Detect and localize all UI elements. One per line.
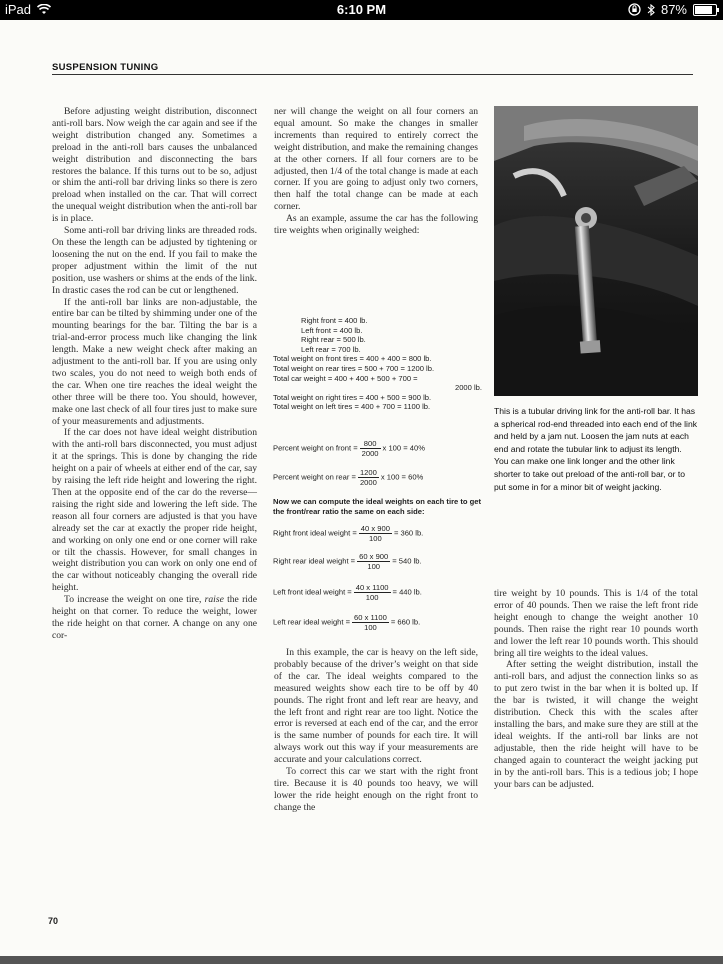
paragraph: In this example, the car is heavy on the left side, probably because of the driver’s weight on that side of the car. The ideal weights compared to the measured weights show each tire to be off by 40 pounds. The right front and left rear are heavy, and the left front and right rear are too light. Notice the error is reversed at each end of the car, and the error is the same number of pounds for each tire. It will always work out this way if your measurements are accurate and your calculations correct. bbox=[274, 647, 478, 766]
fraction bbox=[359, 524, 392, 543]
emphasis-text: raise bbox=[204, 594, 224, 606]
text-run: the ride height on that corner. To reduce the weight, lower the ride height on that corner. A change on any one cor- bbox=[52, 594, 257, 641]
formula-label: Right front ideal weight = bbox=[273, 528, 357, 538]
paragraph: As an example, assume the car has the following tire weights when originally weighed: bbox=[274, 213, 478, 237]
tire-weights-list bbox=[273, 316, 488, 412]
fraction bbox=[357, 552, 390, 571]
paragraph: After setting the weight distribution, install the anti-roll bars, and adjust the connection links so as to put zero twist in the bar when it is bolted up. If the bar is twisted, it will change the weight distribution. Check this with the scales after installing the bars, and make sure they are still at the ideal weights. If the anti-roll bar links are not adjustable, then the ride height will have to be changed again to counteract the weight jacking put in by the anti-roll bars. This is a tedious job; I hope your bars can be adjusted. bbox=[494, 659, 698, 790]
fraction bbox=[360, 439, 381, 458]
numerator: 1200 bbox=[359, 468, 377, 477]
denominator: 2000 bbox=[359, 478, 377, 487]
formula-label: Left front ideal weight = bbox=[273, 587, 352, 597]
status-time: 6:10 PM bbox=[336, 2, 387, 17]
formula-result: = 360 lb. bbox=[393, 528, 424, 538]
formula-result: x 100 = 40% bbox=[382, 443, 425, 453]
page-number: 70 bbox=[48, 916, 59, 926]
section-header: SUSPENSION TUNING bbox=[52, 62, 159, 73]
column-1 bbox=[52, 106, 257, 642]
total-line: Total weight on left tires = 400 + 700 = 1100 lb. bbox=[273, 402, 431, 412]
header-rule bbox=[52, 74, 693, 75]
paragraph: tire weight by 10 pounds. This is 1/4 of the total error of 40 pounds. Then we raise the left front ride height enough to change the weight another 10 pounds. Then raise the right rear 10 pounds worth and lower the left rear 10 pounds worth. This should bring all tire weights to the ideal values. bbox=[494, 588, 698, 659]
ideal-formula bbox=[273, 613, 420, 632]
paragraph: Some anti-roll bar driving links are threaded rods. On these the length can be adjusted by tightening or loosening the nut on the end. If you fail to make the proper adjustment within the limit of the nut position, use washers or shims at the ends of the link. In drastic cases the rod can be cut or lengthened. bbox=[52, 225, 257, 296]
bluetooth-icon bbox=[647, 4, 655, 16]
bottom-bar bbox=[0, 956, 723, 964]
denominator: 2000 bbox=[361, 449, 379, 458]
ideal-formula bbox=[273, 583, 422, 602]
numerator: 800 bbox=[360, 439, 381, 449]
battery-level bbox=[695, 6, 712, 14]
text-run: To increase the weight on one tire, bbox=[64, 594, 205, 606]
denominator: 100 bbox=[367, 562, 381, 571]
tire-weight: Left rear = 700 lb. bbox=[301, 344, 361, 354]
driving-link-photo bbox=[494, 106, 698, 396]
status-right bbox=[628, 2, 717, 17]
formula-label: Percent weight on front = bbox=[273, 443, 358, 453]
total-line: Total weight on rear tires = 500 + 700 = 1200 lb. bbox=[273, 363, 435, 373]
paragraph bbox=[52, 594, 257, 642]
ideal-formula bbox=[273, 552, 422, 571]
formula-result: x 100 = 60% bbox=[380, 472, 424, 482]
paragraph: If the anti-roll bar links are non-adjustable, the entire bar can be tilted by shimming under one of the mounting bearings for the bar. Tilting the bar is a trial-and-error process much like changing the link length. Make a new weight check after making an adjustment to the anti-roll bar. If you are using only two scales, you do not need to weigh both ends of the car. When one tire reaches the ideal weight the other three will be there too. You should, however, make one last check of all four tires just to make sure of your measurements and adjustments. bbox=[52, 296, 257, 427]
percent-rear-formula bbox=[273, 468, 423, 487]
column-3-bottom bbox=[494, 588, 698, 790]
denominator: 100 bbox=[364, 623, 377, 632]
total-result: 2000 lb. bbox=[454, 383, 482, 393]
paragraph: Before adjusting weight distribution, disconnect anti-roll bars. Now weigh the car again and see if the weight distribution changed any. Sometimes a preload in the anti-roll bars causes the unbalanced weight distribution and disconnecting the bars restores the balance. If this turns out to be so, adjust or shim the anti-roll bar driving links so there is zero preload when installed on the car. That will correct the unequal weight distribution when the anti-roll bar is in place. bbox=[52, 106, 257, 225]
percent-front-formula bbox=[273, 439, 425, 458]
fraction bbox=[352, 613, 389, 632]
battery-icon bbox=[693, 4, 717, 16]
formula-result: = 540 lb. bbox=[392, 556, 422, 566]
denominator: 100 bbox=[369, 534, 382, 543]
fraction bbox=[354, 583, 391, 602]
column-2-bottom bbox=[274, 647, 478, 814]
formula-label: Percent weight on rear = bbox=[273, 472, 356, 482]
photo-illustration bbox=[494, 106, 698, 396]
formula-label: Right rear ideal weight = bbox=[273, 556, 356, 566]
paragraph: If the car does not have ideal weight distribution with the anti-roll bars disconnected, you must adjust it at the springs. This is done by changing the ride height on a pair of wheels at either end of the car, say by raising the left ride height and lowering the right. Then at the opposite end of the car do the reverse—raising the right side and lowering the left side. The reason all four corners are adjusted is that you have already set the car at exactly the proper ride height, and working on only one end or one corner will rake or tilt the chassis. However, for small changes in weight distribution you can work on only one end of the car without noticeably changing the overall ride height. bbox=[52, 427, 258, 594]
paragraph: ner will change the weight on all four corners an equal amount. So make the changes in smaller increments than required to entirely correct the weight distribution, and make the remaining changes at the other corners. If all four corners are to be adjusted, then 1/4 of the total change is made at each corner. If you are going to adjust only two corners, then half the total change can be made at each corner. bbox=[274, 106, 478, 213]
ideal-formula bbox=[273, 524, 423, 543]
tire-weight: Right front = 400 lb. bbox=[301, 316, 368, 325]
column-2 bbox=[274, 106, 478, 237]
total-line: Total weight on front tires = 400 + 400 = 800 lb. bbox=[273, 354, 432, 364]
rotation-lock-icon bbox=[628, 3, 641, 16]
paragraph: To correct this car we start with the right front tire. Because it is 40 pounds too heavy, we will lower the ride height enough on the right front to change the bbox=[274, 766, 478, 813]
numerator: 40 x 900 bbox=[360, 524, 390, 533]
ideal-note: Now we can compute the ideal weights on each tire to get the front/rear ratio the same on each side: bbox=[273, 497, 482, 516]
formula-result: = 440 lb. bbox=[392, 587, 422, 597]
formula-result: = 660 lb. bbox=[390, 617, 421, 627]
device-name: iPad bbox=[5, 2, 32, 17]
denominator: 100 bbox=[365, 593, 379, 602]
numerator: 60 x 900 bbox=[359, 552, 389, 561]
tire-weight: Right rear = 500 lb. bbox=[301, 335, 366, 345]
numerator: 40 x 1100 bbox=[355, 583, 389, 592]
tire-weight: Left front = 400 lb. bbox=[301, 325, 363, 335]
total-line: Total weight on right tires = 400 + 500 = 900 lb. bbox=[273, 392, 432, 402]
total-line: Total car weight = 400 + 400 + 500 + 700 = bbox=[273, 373, 418, 383]
book-page bbox=[0, 20, 723, 956]
fraction bbox=[358, 468, 379, 487]
numerator: 60 x 1100 bbox=[354, 613, 387, 622]
battery-percent: 87% bbox=[660, 2, 687, 17]
formula-label: Left rear ideal weight = bbox=[273, 617, 351, 627]
status-bar bbox=[0, 0, 723, 20]
photo-caption: This is a tubular driving link for the anti-roll bar. It has a spherical rod-end threaded into each end of the link and held by a jam nut. Loosen the jam nuts at each end and rotate the tubular link to adjust its length. You can make one link longer and the other link shorter to take out preload of the anti-roll bar, or to put some in for a minor bit of weight jacking. bbox=[494, 406, 698, 492]
